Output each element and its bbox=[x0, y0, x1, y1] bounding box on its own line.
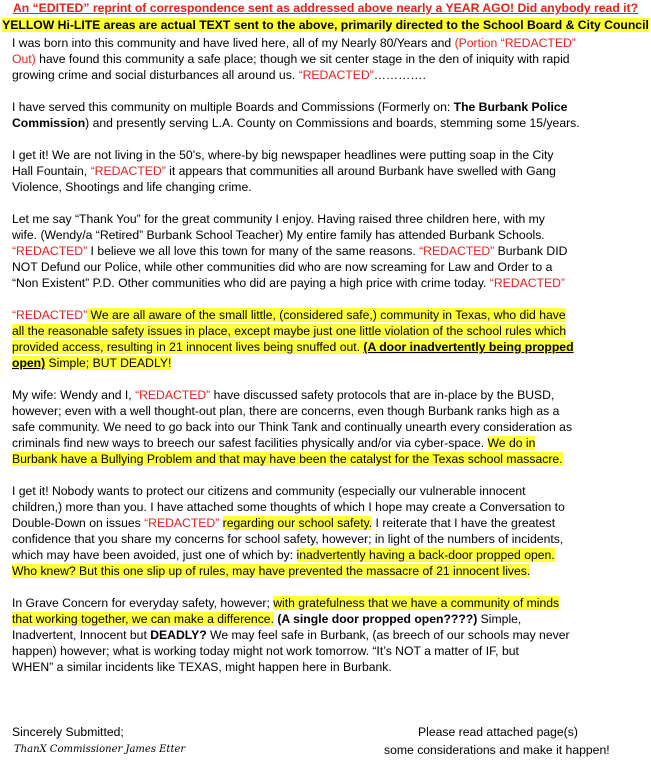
p2-line-1: I have served this community on multiple Boards and Commissions (Formerly on: The Burbank Police bbox=[12, 100, 568, 114]
p3-line-2: Hall Fountain, “REDACTED” it appears that communities all around Burbank have swelled with Gang bbox=[12, 164, 556, 178]
p6-line-5: Burbank have a Bullying Problem and that may have been the catalyst for the Texas school massacre. bbox=[12, 452, 563, 466]
p8-line-2: that working together, we can make a difference. (A single door propped open????) Simple, bbox=[12, 612, 522, 626]
p6-line-1: My wife: Wendy and I, “REDACTED” have discussed safety protocols that are in-place by the BUSD, bbox=[12, 388, 555, 402]
header-subtitle: YELLOW Hi-LITE areas are actual TEXT sent to the above, primarily directed to the School Board & City Council bbox=[2, 18, 649, 32]
p3-line-3: Violence, Shootings and life changing crime. bbox=[12, 180, 252, 194]
p7-line-4: confidence that you share my concerns for school safety, however; in light of the numbers of incidents, bbox=[12, 532, 564, 546]
p7-line-2: children,) more than you. I have attached some thoughts of which I hope may create a Conversation to bbox=[12, 500, 565, 514]
p3-line-1: I get it! We are not living in the 50’s, where-by big newspaper headlines were putting soap in the City bbox=[12, 148, 554, 162]
p7-line-5: which may have been avoided, just one of which by: inadvertently having a back-door propped open. bbox=[12, 548, 555, 562]
p8-line-5: WHEN” a similar incidents like TEXAS, might happen here in Burbank. bbox=[12, 660, 392, 674]
closing-note-line-1: Please read attached page(s) bbox=[418, 725, 578, 739]
p7-line-3: Double-Down on issues “REDACTED” regarding our school safety. I reiterate that I have the greatest bbox=[12, 516, 556, 530]
p1-line-1: I was born into this community and have lived here, all of my Nearly 80/Years and (Portion “REDACTED” bbox=[12, 36, 576, 50]
p2-line-2: Commission) and presently serving L.A. County on Commissions and boards, stemming some 15/years. bbox=[12, 116, 580, 130]
p6-line-2: however; even with a well thought-out plan, there are concerns, even though Burbank ranks high as a bbox=[12, 404, 560, 418]
p8-line-3: Inadvertent, Innocent but DEADLY? We may feel safe in Burbank, (as breech of our schools may never bbox=[12, 628, 570, 642]
p8-line-1: In Grave Concern for everyday safety, however; with gratefulness that we have a community of minds bbox=[12, 596, 560, 610]
p6-line-4: criminals find new ways to breech our safest facilities physically and/or via cyber-space. We do in bbox=[12, 436, 536, 450]
header-title: An “EDITED” reprint of correspondence sent as addressed above nearly a YEAR AGO! Did anybody read it? bbox=[12, 1, 639, 15]
p5-line-1: “REDACTED” We are all aware of the small little, (considered safe,) community in Texas, who did have bbox=[12, 308, 566, 322]
p4-line-2: wife. (Wendy/a “Retired” Burbank School Teacher) My entire family has attended Burbank Schools. bbox=[12, 228, 545, 242]
p8-line-4: happen) however; what is working today might not work tomorrow. “It’s NOT a matter of IF, but bbox=[12, 644, 519, 658]
p4-line-3: “REDACTED” I believe we all love this town for many of the same reasons. “REDACTED” Burbank DID bbox=[12, 244, 568, 258]
p4-line-4: NOT Defund our Police, while other communities did who are now screaming for Law and Order to a bbox=[12, 260, 553, 274]
p5-line-2: all the reasonable safety issues in place, except maybe just one little violation of the school rules which bbox=[12, 324, 567, 338]
signature: ThanX Commissioner James Etter bbox=[14, 744, 186, 755]
p7-line-6: Who knew? But this one slip up of rules, may have prevented the massacre of 21 innocent lives. bbox=[12, 564, 531, 578]
p1-line-2: Out) have found this community a safe place; though we sit center stage in the den of iniquity with rapid bbox=[12, 52, 570, 66]
p4-line-1: Let me say “Thank You” for the great community I enjoy. Having raised three children here, with my bbox=[12, 212, 545, 226]
p4-line-5: “Non Existent” P.D. Other communities who did are paying a high price with crime today. “REDACTED” bbox=[12, 276, 565, 290]
p6-line-3: safe community. We need to go back into our Think Tank and continually unearth every consideration as bbox=[12, 420, 573, 434]
p7-line-1: I get it! Nobody wants to protect our citizens and community (especially our vulnerable innocent bbox=[12, 484, 526, 498]
p5-line-3: provided access, resulting in 21 innocent lives being snuffed out. (A door inadvertently being propped bbox=[12, 340, 574, 354]
closing-note-line-2: some considerations and make it happen! bbox=[384, 743, 610, 757]
closing-salutation: Sincerely Submitted; bbox=[12, 725, 124, 739]
p5-line-4: open) Simple; BUT DEADLY! bbox=[12, 356, 172, 370]
p1-line-3: growing crime and social disturbances all around us. “REDACTED”…………. bbox=[12, 68, 426, 82]
